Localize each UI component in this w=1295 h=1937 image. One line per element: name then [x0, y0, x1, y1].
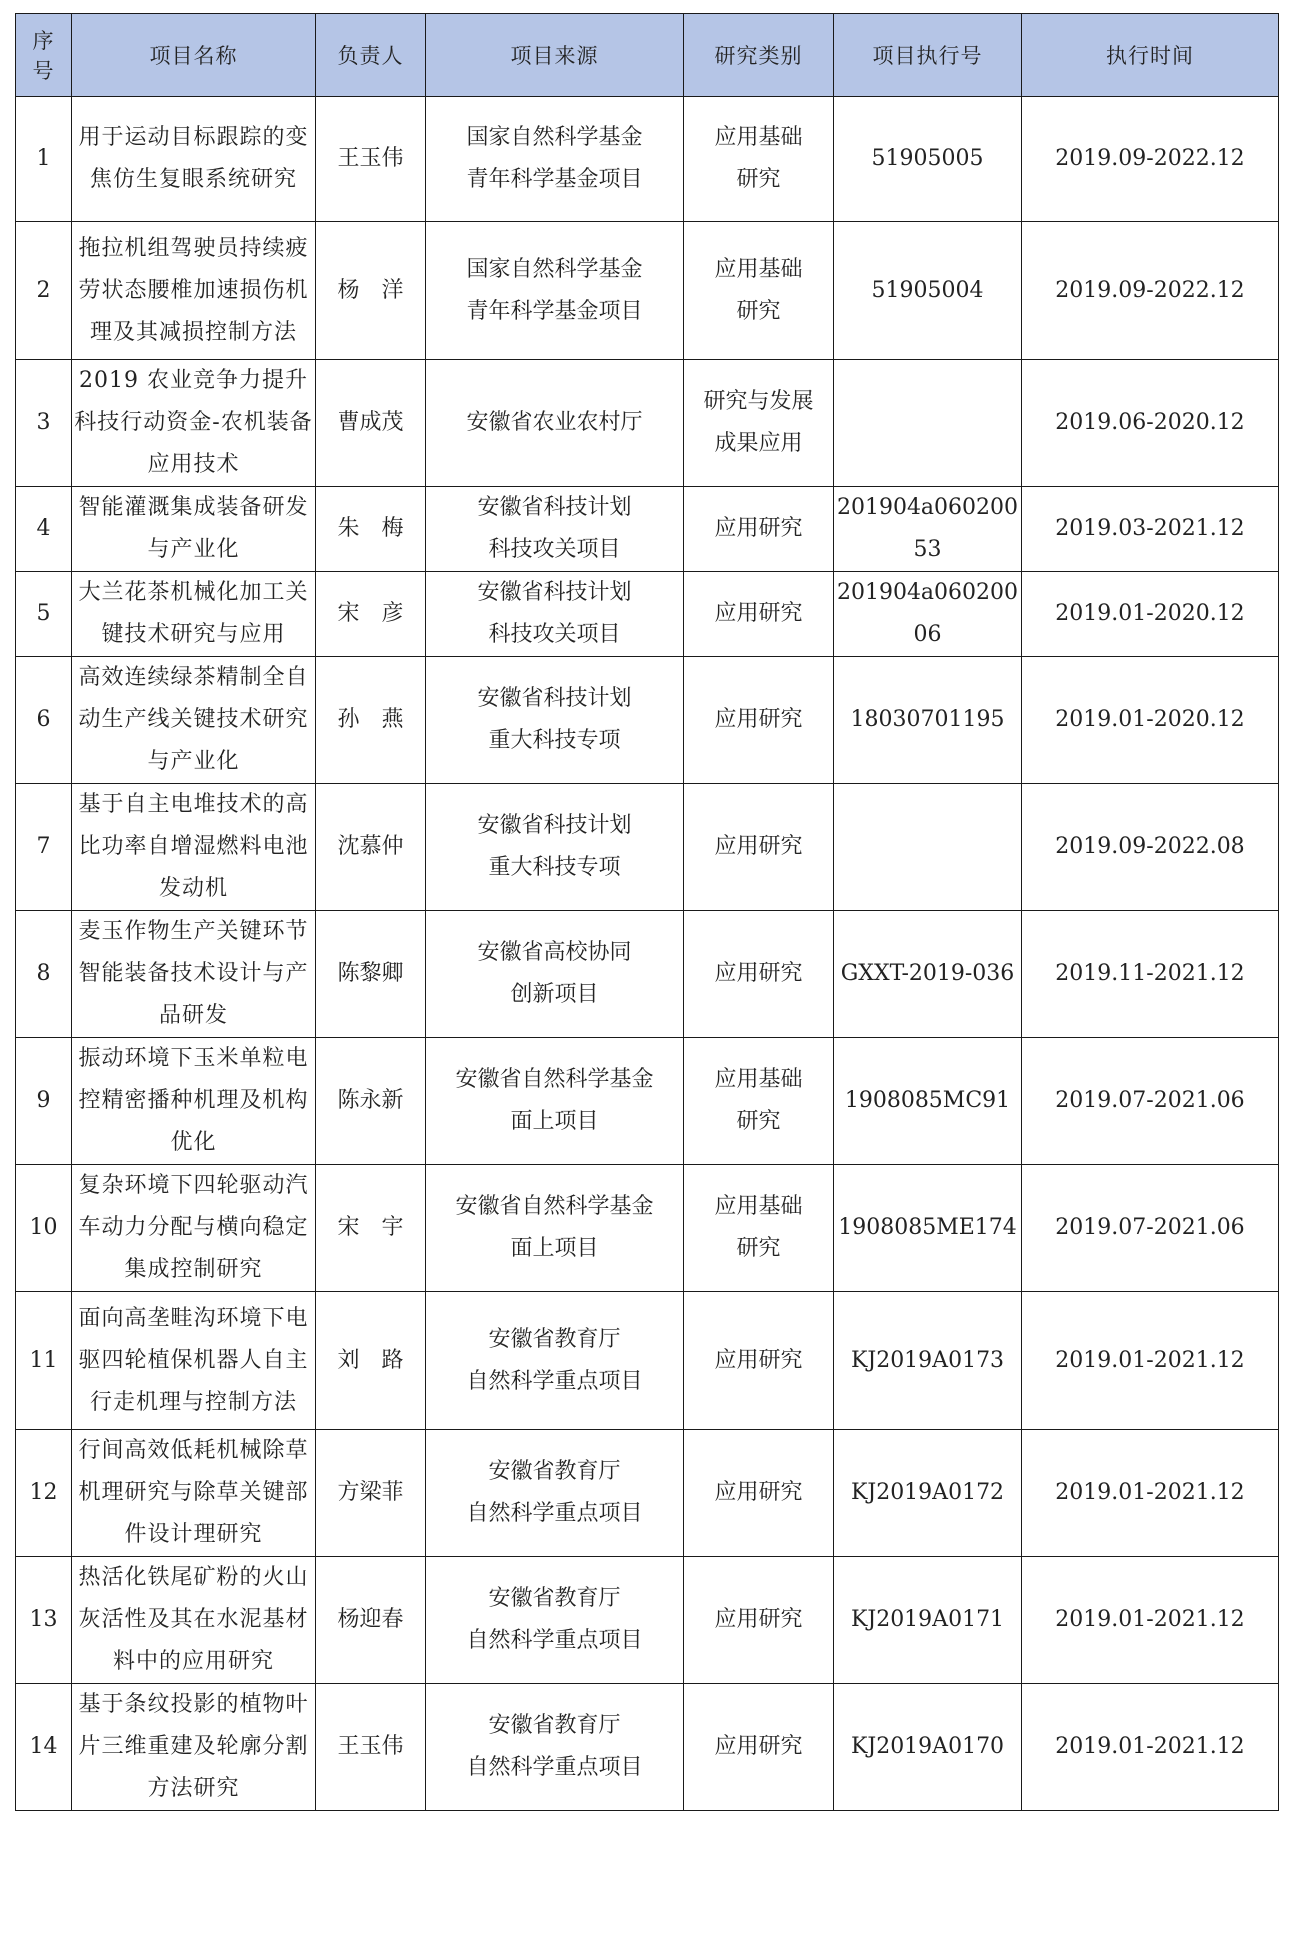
cell-leader: 王玉伟	[316, 1684, 426, 1811]
project-table	[15, 13, 1279, 1811]
cell-project-name: 智能灌溉集成装备研发与产业化	[72, 487, 316, 572]
cell-project-name: 拖拉机组驾驶员持续疲劳状态腰椎加速损伤机理及其减损控制方法	[72, 222, 316, 360]
cell-no: 3	[16, 360, 72, 487]
cell-source: 安徽省科技计划 科技攻关项目	[426, 572, 684, 657]
cell-project-name: 2019 农业竞争力提升科技行动资金-农机装备应用技术	[72, 360, 316, 487]
cell-no: 5	[16, 572, 72, 657]
cell-source: 国家自然科学基金 青年科学基金项目	[426, 222, 684, 360]
table-row	[16, 222, 1279, 360]
cell-category: 应用基础 研究	[684, 1038, 834, 1165]
header-source: 项目来源	[426, 14, 684, 97]
cell-leader: 宋 宇	[316, 1165, 426, 1292]
cell-project-name: 振动环境下玉米单粒电控精密播种机理及机构优化	[72, 1038, 316, 1165]
cell-category: 应用研究	[684, 1557, 834, 1684]
cell-period: 2019.07-2021.06	[1022, 1038, 1279, 1165]
table-row	[16, 1165, 1279, 1292]
cell-category: 应用研究	[684, 784, 834, 911]
table-row	[16, 911, 1279, 1038]
table-row	[16, 657, 1279, 784]
cell-category: 应用基础 研究	[684, 97, 834, 222]
cell-category: 应用基础 研究	[684, 222, 834, 360]
cell-period: 2019.01-2020.12	[1022, 657, 1279, 784]
table-row	[16, 572, 1279, 657]
cell-project-name: 大兰花茶机械化加工关键技术研究与应用	[72, 572, 316, 657]
header-period: 执行时间	[1022, 14, 1279, 97]
cell-category: 研究与发展 成果应用	[684, 360, 834, 487]
cell-period: 2019.01-2021.12	[1022, 1684, 1279, 1811]
cell-no: 1	[16, 97, 72, 222]
cell-no: 2	[16, 222, 72, 360]
cell-category: 应用研究	[684, 1292, 834, 1430]
table-row	[16, 1038, 1279, 1165]
cell-no: 12	[16, 1430, 72, 1557]
cell-code: 201904a060200 53	[834, 487, 1022, 572]
cell-code	[834, 360, 1022, 487]
cell-source: 安徽省科技计划 重大科技专项	[426, 657, 684, 784]
cell-category: 应用研究	[684, 657, 834, 784]
cell-code: 1908085ME174	[834, 1165, 1022, 1292]
cell-category: 应用研究	[684, 911, 834, 1038]
cell-project-name: 基于条纹投影的植物叶片三维重建及轮廓分割方法研究	[72, 1684, 316, 1811]
cell-period: 2019.07-2021.06	[1022, 1165, 1279, 1292]
cell-code: KJ2019A0170	[834, 1684, 1022, 1811]
cell-source: 安徽省自然科学基金 面上项目	[426, 1038, 684, 1165]
cell-no: 13	[16, 1557, 72, 1684]
table-row	[16, 360, 1279, 487]
cell-period: 2019.06-2020.12	[1022, 360, 1279, 487]
cell-source: 安徽省科技计划 科技攻关项目	[426, 487, 684, 572]
cell-period: 2019.03-2021.12	[1022, 487, 1279, 572]
header-row	[16, 14, 1279, 97]
cell-period: 2019.01-2021.12	[1022, 1292, 1279, 1430]
cell-leader: 曹成茂	[316, 360, 426, 487]
cell-source: 安徽省高校协同 创新项目	[426, 911, 684, 1038]
cell-code: 51905005	[834, 97, 1022, 222]
cell-leader: 杨迎春	[316, 1557, 426, 1684]
cell-code: GXXT-2019-036	[834, 911, 1022, 1038]
table-row	[16, 1557, 1279, 1684]
cell-no: 11	[16, 1292, 72, 1430]
table-row	[16, 1292, 1279, 1430]
header-name: 项目名称	[72, 14, 316, 97]
table-row	[16, 487, 1279, 572]
cell-source: 安徽省教育厅 自然科学重点项目	[426, 1430, 684, 1557]
cell-leader: 杨 洋	[316, 222, 426, 360]
cell-category: 应用基础 研究	[684, 1165, 834, 1292]
cell-no: 8	[16, 911, 72, 1038]
cell-leader: 朱 梅	[316, 487, 426, 572]
cell-source: 安徽省科技计划 重大科技专项	[426, 784, 684, 911]
cell-category: 应用研究	[684, 1430, 834, 1557]
cell-source: 安徽省自然科学基金 面上项目	[426, 1165, 684, 1292]
table-row	[16, 784, 1279, 911]
cell-project-name: 复杂环境下四轮驱动汽车动力分配与横向稳定集成控制研究	[72, 1165, 316, 1292]
cell-code: 1908085MC91	[834, 1038, 1022, 1165]
cell-leader: 王玉伟	[316, 97, 426, 222]
cell-no: 6	[16, 657, 72, 784]
cell-code: 201904a060200 06	[834, 572, 1022, 657]
cell-code: 18030701195	[834, 657, 1022, 784]
cell-leader: 陈永新	[316, 1038, 426, 1165]
cell-code: 51905004	[834, 222, 1022, 360]
cell-no: 10	[16, 1165, 72, 1292]
cell-source: 安徽省农业农村厅	[426, 360, 684, 487]
cell-period: 2019.09-2022.12	[1022, 222, 1279, 360]
cell-leader: 沈慕仲	[316, 784, 426, 911]
cell-leader: 方梁菲	[316, 1430, 426, 1557]
cell-leader: 陈黎卿	[316, 911, 426, 1038]
cell-period: 2019.09-2022.08	[1022, 784, 1279, 911]
cell-category: 应用研究	[684, 1684, 834, 1811]
cell-category: 应用研究	[684, 572, 834, 657]
cell-code	[834, 784, 1022, 911]
table-row	[16, 1430, 1279, 1557]
cell-project-name: 高效连续绿茶精制全自动生产线关键技术研究与产业化	[72, 657, 316, 784]
cell-period: 2019.09-2022.12	[1022, 97, 1279, 222]
cell-category: 应用研究	[684, 487, 834, 572]
cell-code: KJ2019A0171	[834, 1557, 1022, 1684]
cell-leader: 宋 彦	[316, 572, 426, 657]
cell-no: 14	[16, 1684, 72, 1811]
header-no: 序 号	[16, 14, 72, 97]
cell-period: 2019.01-2021.12	[1022, 1557, 1279, 1684]
header-category: 研究类别	[684, 14, 834, 97]
cell-period: 2019.01-2020.12	[1022, 572, 1279, 657]
cell-no: 4	[16, 487, 72, 572]
cell-source: 安徽省教育厅 自然科学重点项目	[426, 1292, 684, 1430]
table-row	[16, 97, 1279, 222]
cell-leader: 孙 燕	[316, 657, 426, 784]
cell-project-name: 热活化铁尾矿粉的火山灰活性及其在水泥基材料中的应用研究	[72, 1557, 316, 1684]
cell-period: 2019.11-2021.12	[1022, 911, 1279, 1038]
cell-source: 安徽省教育厅 自然科学重点项目	[426, 1557, 684, 1684]
cell-project-name: 用于运动目标跟踪的变焦仿生复眼系统研究	[72, 97, 316, 222]
cell-no: 7	[16, 784, 72, 911]
cell-project-name: 行间高效低耗机械除草机理研究与除草关键部件设计理研究	[72, 1430, 316, 1557]
cell-code: KJ2019A0172	[834, 1430, 1022, 1557]
cell-project-name: 麦玉作物生产关键环节智能装备技术设计与产品研发	[72, 911, 316, 1038]
cell-source: 国家自然科学基金 青年科学基金项目	[426, 97, 684, 222]
cell-leader: 刘 路	[316, 1292, 426, 1430]
cell-project-name: 基于自主电堆技术的高比功率自增湿燃料电池发动机	[72, 784, 316, 911]
cell-project-name: 面向高垄畦沟环境下电驱四轮植保机器人自主行走机理与控制方法	[72, 1292, 316, 1430]
header-leader: 负责人	[316, 14, 426, 97]
cell-no: 9	[16, 1038, 72, 1165]
cell-code: KJ2019A0173	[834, 1292, 1022, 1430]
cell-period: 2019.01-2021.12	[1022, 1430, 1279, 1557]
header-code: 项目执行号	[834, 14, 1022, 97]
cell-source: 安徽省教育厅 自然科学重点项目	[426, 1684, 684, 1811]
table-row	[16, 1684, 1279, 1811]
